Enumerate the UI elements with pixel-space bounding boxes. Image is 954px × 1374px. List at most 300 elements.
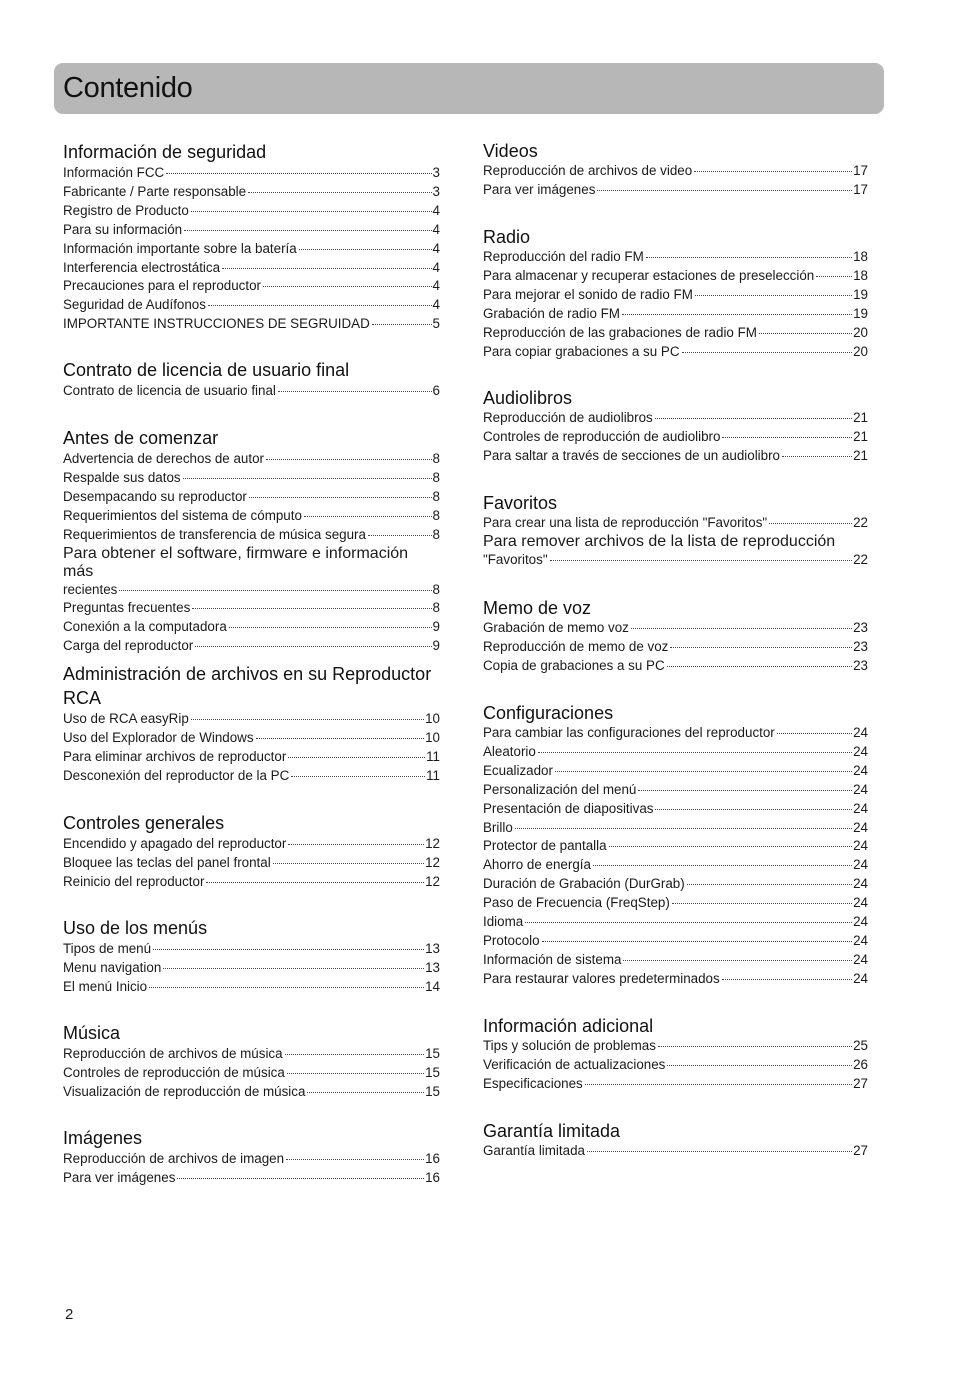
toc-entry[interactable] (483, 305, 868, 324)
dot-leader (631, 628, 852, 629)
toc-entry-page: 24 (853, 932, 868, 948)
toc-section (483, 597, 868, 676)
toc-section-title: Configuraciones (483, 703, 614, 723)
dot-leader (278, 391, 432, 392)
toc-entry-label: Personalización del menú (483, 781, 637, 797)
toc-entry[interactable] (63, 1169, 440, 1188)
toc-entry-page: 23 (853, 657, 868, 673)
dot-leader (119, 590, 431, 591)
toc-entry-page: 10 (425, 729, 440, 745)
toc-entry-page: 24 (853, 895, 868, 911)
toc-entry-label: Presentación de diapositivas (483, 800, 654, 816)
toc-entry[interactable] (483, 324, 868, 343)
toc-entry-page: 5 (432, 316, 440, 332)
toc-entry-page: 4 (432, 221, 440, 237)
toc-entry-label: Para ver imágenes (483, 181, 596, 197)
toc-section-title: Antes de comenzar (63, 428, 219, 448)
toc-entry-label: Protector de pantalla (483, 838, 607, 854)
dot-leader (769, 523, 852, 524)
toc-entry-page: 11 (426, 767, 440, 783)
toc-entry[interactable] (483, 162, 868, 181)
dot-leader (585, 1084, 852, 1085)
toc-entry-label: Especificaciones (483, 1075, 583, 1091)
dot-leader (288, 757, 425, 758)
toc-entry[interactable] (483, 932, 868, 951)
toc-entry-label: Requerimientos del sistema de cómputo (63, 507, 302, 523)
toc-entry-page: 17 (853, 181, 868, 197)
toc-section (63, 140, 440, 334)
toc-entry-label: Desconexión del reproductor de la PC (63, 767, 290, 783)
toc-section (63, 811, 440, 892)
dot-leader (759, 333, 852, 334)
toc-entry-page: 20 (853, 324, 868, 340)
toc-entry-page: 24 (853, 800, 868, 816)
dot-leader (368, 535, 432, 536)
dot-leader (670, 647, 852, 648)
toc-entry-page: 8 (432, 600, 440, 616)
toc-entry[interactable] (483, 837, 868, 856)
toc-entry[interactable] (63, 296, 440, 315)
toc-entry[interactable] (483, 875, 868, 894)
toc-entry[interactable] (483, 428, 868, 447)
toc-entry-page: 14 (425, 978, 440, 994)
toc-entry[interactable] (63, 1150, 440, 1169)
toc-entry[interactable] (63, 599, 440, 618)
toc-entry-label: Requerimientos de transferencia de música segura (63, 526, 366, 542)
dot-leader (550, 560, 853, 561)
toc-entry[interactable] (63, 835, 440, 854)
toc-entry-label: Carga del reproductor (63, 638, 194, 654)
page-title: Contenido (63, 72, 193, 104)
toc-entry-page: 8 (432, 469, 440, 485)
toc-entry[interactable] (63, 854, 440, 873)
dot-leader (208, 305, 432, 306)
toc-entry-label: Controles de reproducción de audiolibro (483, 428, 721, 444)
toc-entry-label: Verificación de actualizaciones (483, 1056, 666, 1072)
dot-leader (163, 968, 424, 969)
toc-entry-page: 21 (853, 428, 868, 444)
toc-entry[interactable] (63, 450, 440, 469)
toc-entry[interactable] (63, 729, 440, 748)
toc-entry-page: 23 (853, 620, 868, 635)
toc-entry-page: 24 (853, 838, 868, 854)
toc-section-title: Memo de voz (483, 598, 592, 618)
toc-entry-label: Controles de reproducción de música (63, 1064, 285, 1080)
toc-entry[interactable] (483, 181, 868, 200)
toc-entry-page: 22 (853, 515, 868, 530)
dot-leader (672, 903, 852, 904)
toc-entry-page: 8 (432, 451, 440, 466)
toc-entry-page: 20 (853, 343, 868, 359)
toc-entry[interactable] (63, 767, 440, 786)
dot-leader (248, 192, 431, 193)
toc-entry[interactable] (483, 1037, 868, 1056)
toc-entry[interactable] (63, 382, 440, 401)
toc-entry[interactable] (63, 526, 440, 545)
dot-leader (655, 809, 852, 810)
toc-entry-label: Respalde sus datos (63, 469, 181, 485)
toc-entry-page: 8 (432, 488, 440, 504)
dot-leader (285, 1054, 425, 1055)
toc-entry-page: 12 (425, 873, 440, 889)
toc-entry-page: 15 (425, 1083, 440, 1099)
toc-section-title: Información de seguridad (63, 142, 267, 162)
toc-entry[interactable] (483, 657, 868, 676)
toc-entry-label: Reproducción de archivos de música (63, 1046, 283, 1061)
toc-entry-page: 22 (853, 551, 868, 567)
toc-entry[interactable] (483, 913, 868, 932)
dot-leader (782, 456, 852, 457)
dot-leader (291, 776, 425, 777)
toc-entry-page: 3 (432, 183, 440, 199)
toc-entry-label: Contrato de licencia de usuario final (63, 383, 276, 398)
toc-entry[interactable] (63, 581, 440, 600)
toc-entry-page: 24 (853, 725, 868, 740)
dot-leader (658, 1046, 852, 1047)
toc-section-title: Música (63, 1023, 121, 1043)
toc-entry[interactable] (483, 286, 868, 305)
toc-section (483, 226, 868, 361)
toc-entry-page: 24 (853, 914, 868, 930)
dot-leader (593, 865, 852, 866)
toc-section (63, 916, 440, 997)
toc-entry[interactable] (63, 469, 440, 488)
toc-entry[interactable] (483, 743, 868, 762)
toc-entry[interactable] (63, 748, 440, 767)
toc-entry-page: 11 (426, 748, 440, 764)
toc-entry-label: recientes (63, 581, 118, 597)
dot-leader (722, 979, 852, 980)
toc-entry[interactable] (63, 710, 440, 729)
toc-entry-label: Tipos de menú (63, 941, 152, 956)
toc-section (63, 662, 440, 786)
toc-entry-page: 13 (425, 941, 440, 956)
dot-leader (609, 846, 853, 847)
page-number: 2 (65, 1306, 74, 1323)
toc-section-title: Controles generales (63, 813, 225, 833)
toc-entry[interactable] (483, 894, 868, 913)
dot-leader (667, 666, 852, 667)
toc-section (483, 1015, 868, 1094)
toc-entry-label: Bloquee las teclas del panel frontal (63, 854, 271, 870)
toc-entry-page: 24 (853, 970, 868, 986)
toc-section-title: Información adicional (483, 1016, 654, 1036)
toc-section (483, 492, 868, 570)
toc-entry-label: IMPORTANTE INSTRUCCIONES DE SEGRUIDAD (63, 316, 370, 332)
dot-leader (587, 1151, 852, 1152)
toc-entry-page: 24 (853, 762, 868, 778)
dot-leader (166, 173, 431, 174)
dot-leader (667, 1065, 852, 1066)
toc-entry-label: Reproducción de audiolibros (483, 410, 653, 425)
toc-entry[interactable] (63, 259, 440, 278)
toc-entry-label: Desempacando su reproductor (63, 488, 247, 504)
toc-entry-label: Ahorro de energía (483, 857, 591, 873)
toc-section-title: Favoritos (483, 493, 558, 513)
dot-leader (682, 352, 853, 353)
toc-entry-page: 4 (432, 297, 440, 313)
toc-section-title: Imágenes (63, 1128, 143, 1148)
dot-leader (191, 719, 424, 720)
toc-entry[interactable] (483, 856, 868, 875)
dot-leader (195, 646, 431, 647)
toc-section (483, 387, 868, 466)
toc-entry[interactable] (483, 638, 868, 657)
toc-entry-label: Para su información (63, 221, 183, 237)
toc-entry[interactable] (63, 507, 440, 526)
dot-leader (266, 459, 432, 460)
toc-entry[interactable] (483, 819, 868, 838)
dot-leader (206, 882, 424, 883)
toc-entry-page: 23 (853, 638, 868, 654)
toc-entry-label: Reproducción de archivos de video (483, 163, 693, 178)
toc-entry[interactable] (63, 183, 440, 202)
toc-entry-label: "Favoritos" (483, 551, 548, 567)
dot-leader (149, 987, 424, 988)
toc-entry-page: 24 (853, 951, 868, 967)
dot-leader (694, 171, 852, 172)
dot-leader (249, 497, 432, 498)
toc-entry[interactable] (63, 959, 440, 978)
toc-entry[interactable] (483, 619, 868, 638)
toc-entry-label: Para restaurar valores predeterminados (483, 970, 720, 986)
toc-entry[interactable] (483, 970, 868, 989)
toc-entry-label: Conexión a la computadora (63, 619, 227, 635)
dot-leader (256, 738, 425, 739)
dot-leader (777, 733, 852, 734)
toc-entry[interactable] (63, 164, 440, 183)
toc-section-title: Garantía limitada (483, 1121, 621, 1141)
toc-entry-label: Uso de RCA easyRip (63, 711, 189, 726)
toc-entry[interactable] (63, 940, 440, 959)
dot-leader (183, 478, 432, 479)
toc-entry-label: Para crear una lista de reproducción "Favoritos" (483, 515, 768, 530)
dot-leader (286, 1159, 424, 1160)
toc-entry-label: Para copiar grabaciones a su PC (483, 343, 680, 359)
dot-leader (597, 190, 852, 191)
dot-leader (542, 941, 853, 942)
dot-leader (525, 922, 852, 923)
toc-entry-label: Para eliminar archivos de reproductor (63, 748, 287, 764)
toc-entry-label: Encendido y apagado del reproductor (63, 836, 287, 851)
toc-entry-page: 4 (432, 202, 440, 218)
toc-entry-label-line: Para obtener el software, firmware e información más (63, 544, 409, 580)
toc-entry-label: Brillo (483, 819, 513, 835)
dot-leader (222, 268, 432, 269)
dot-leader (273, 863, 424, 864)
toc-entry-page: 21 (853, 410, 868, 425)
toc-entry-page: 24 (853, 743, 868, 759)
toc-entry-page: 15 (425, 1046, 440, 1061)
toc-entry-label: Garantía limitada (483, 1143, 585, 1158)
toc-entry-label: Visualización de reproducción de música (63, 1083, 306, 1099)
toc-entry-page: 27 (853, 1143, 868, 1158)
toc-entry-label: Grabación de memo voz (483, 620, 629, 635)
toc-entry-page: 4 (432, 240, 440, 256)
toc-section (483, 140, 868, 200)
toc-entry-label: Interferencia electrostática (63, 259, 221, 275)
toc-entry-page: 27 (853, 1075, 868, 1091)
dot-leader (623, 960, 852, 961)
dot-leader (299, 249, 432, 250)
toc-entry[interactable] (63, 488, 440, 507)
dot-leader (192, 608, 431, 609)
toc-entry[interactable] (483, 800, 868, 819)
toc-entry[interactable] (483, 343, 868, 362)
dot-leader (638, 790, 852, 791)
toc-entry[interactable] (483, 551, 868, 570)
toc-entry-page: 8 (432, 581, 440, 597)
toc-entry[interactable] (483, 447, 868, 466)
toc-entry[interactable] (483, 762, 868, 781)
dot-leader (515, 828, 852, 829)
toc-entry-label: Duración de Grabación (DurGrab) (483, 876, 685, 892)
toc-entry-page: 4 (432, 259, 440, 275)
dot-leader (184, 230, 431, 231)
dot-leader (687, 884, 852, 885)
toc-entry-label: Protocolo (483, 932, 540, 948)
toc-entry[interactable] (483, 1056, 868, 1075)
toc-entry-label: Ecualizador (483, 762, 553, 778)
toc-entry-page: 19 (853, 286, 868, 302)
toc-entry-label: Idioma (483, 914, 524, 930)
dot-leader (288, 844, 424, 845)
toc-entry-page: 9 (432, 619, 440, 635)
toc-entry-label: Reproducción de archivos de imagen (63, 1151, 285, 1166)
toc-section-title: Audiolibros (483, 388, 573, 408)
toc-entry-label: Uso del Explorador de Windows (63, 729, 254, 745)
dot-leader (304, 516, 432, 517)
toc-entry-label: Para ver imágenes (63, 1169, 176, 1185)
dot-leader (263, 286, 432, 287)
toc-entry-label: Precauciones para el reproductor (63, 278, 261, 294)
dot-leader (722, 437, 852, 438)
toc-entry-page: 3 (432, 165, 440, 180)
toc-entry-label: Reproducción de las grabaciones de radio FM (483, 324, 757, 340)
toc-entry-page: 13 (425, 959, 440, 975)
toc-entry-page: 16 (425, 1151, 440, 1166)
toc-entry-page: 6 (432, 383, 440, 398)
dot-leader (229, 627, 432, 628)
toc-section-title: Uso de los menús (63, 918, 208, 938)
toc-entry[interactable] (63, 978, 440, 997)
toc-entry[interactable] (483, 514, 868, 533)
dot-leader (555, 771, 852, 772)
toc-entry-page: 25 (853, 1038, 868, 1053)
title-bar (54, 63, 884, 114)
toc-section-title: Administración de archivos en su Reproductor RCA (63, 664, 432, 708)
toc-entry-label: Menu navigation (63, 959, 162, 975)
dot-leader (816, 276, 852, 277)
toc-entry-label: Reproducción de memo de voz (483, 638, 669, 654)
toc-entry-label-line: Para remover archivos de la lista de reproducción (483, 532, 836, 550)
toc-entry[interactable] (63, 1064, 440, 1083)
toc-entry-label: Preguntas frecuentes (63, 600, 191, 616)
toc-section (483, 1120, 868, 1161)
toc-entry-page: 8 (432, 507, 440, 523)
toc-entry-label: Copia de grabaciones a su PC (483, 657, 665, 673)
toc-entry-page: 8 (432, 526, 440, 542)
toc-section-title: Videos (483, 141, 538, 161)
toc-entry[interactable] (63, 1045, 440, 1064)
toc-entry[interactable] (483, 267, 868, 286)
dot-leader (622, 314, 852, 315)
toc-entry-page: 24 (853, 819, 868, 835)
toc-entry-page: 10 (425, 711, 440, 726)
toc-entry-page: 17 (853, 163, 868, 178)
toc-entry-label: Información FCC (63, 165, 165, 180)
toc-entry[interactable] (483, 1075, 868, 1094)
toc-entry-page: 16 (425, 1169, 440, 1185)
toc-entry[interactable] (63, 221, 440, 240)
toc-entry-page: 24 (853, 876, 868, 892)
toc-entry[interactable] (63, 202, 440, 221)
toc-entry-label: Aleatorio (483, 743, 536, 759)
toc-entry[interactable] (63, 1083, 440, 1102)
toc-entry-label: Para almacenar y recuperar estaciones de preselección (483, 267, 815, 283)
toc-entry-page: 9 (432, 638, 440, 654)
toc-entry[interactable] (483, 724, 868, 743)
dot-leader (153, 949, 424, 950)
toc-entry-label: Paso de Frecuencia (FreqStep) (483, 895, 670, 911)
dot-leader (646, 257, 852, 258)
toc-entry-label: Fabricante / Parte responsable (63, 183, 247, 199)
toc-entry[interactable] (483, 951, 868, 970)
toc-section-title: Contrato de licencia de usuario final (63, 360, 350, 380)
toc-entry[interactable] (63, 315, 440, 334)
toc-entry-label: Para saltar a través de secciones de un audiolibro (483, 447, 781, 463)
toc-entry-label: Para mejorar el sonido de radio FM (483, 286, 693, 302)
toc-section (63, 426, 440, 656)
toc-entry-label: Seguridad de Audífonos (63, 297, 206, 313)
toc-entry[interactable] (483, 409, 868, 428)
toc-section (63, 358, 440, 401)
dot-leader (372, 324, 432, 325)
dot-leader (307, 1092, 424, 1093)
toc-entry-label: Reproducción del radio FM (483, 249, 644, 264)
dot-leader (191, 211, 432, 212)
toc-entry-label: Grabación de radio FM (483, 305, 620, 321)
toc-entry[interactable] (63, 637, 440, 656)
toc-entry-label: Tips y solución de problemas (483, 1038, 656, 1053)
dot-leader (695, 295, 852, 296)
toc-entry[interactable] (483, 1142, 868, 1161)
toc-entry-label: Reinicio del reproductor (63, 873, 205, 889)
toc-entry[interactable] (483, 781, 868, 800)
toc-entry[interactable] (63, 240, 440, 259)
toc-entry[interactable] (63, 873, 440, 892)
dot-leader (287, 1073, 424, 1074)
toc-entry[interactable] (63, 618, 440, 637)
toc-entry-page: 15 (425, 1064, 440, 1080)
toc-entry-page: 21 (853, 447, 868, 463)
toc-entry-label: El menú Inicio (63, 978, 148, 994)
toc-entry-label: Advertencia de derechos de autor (63, 451, 264, 466)
toc-entry-page: 24 (853, 781, 868, 797)
toc-entry-page: 12 (425, 854, 440, 870)
toc-section-title: Radio (483, 227, 531, 247)
toc-entry[interactable] (483, 248, 868, 267)
dot-leader (538, 752, 852, 753)
toc-section (483, 702, 868, 989)
dot-leader (177, 1178, 424, 1179)
toc-entry-label: Para cambiar las configuraciones del reproductor (483, 725, 775, 740)
toc-entry-label: Información importante sobre la batería (63, 240, 297, 256)
dot-leader (655, 418, 852, 419)
toc-entry-page: 12 (425, 836, 440, 851)
toc-entry-label: Registro de Producto (63, 202, 189, 218)
toc-entry[interactable] (63, 277, 440, 296)
